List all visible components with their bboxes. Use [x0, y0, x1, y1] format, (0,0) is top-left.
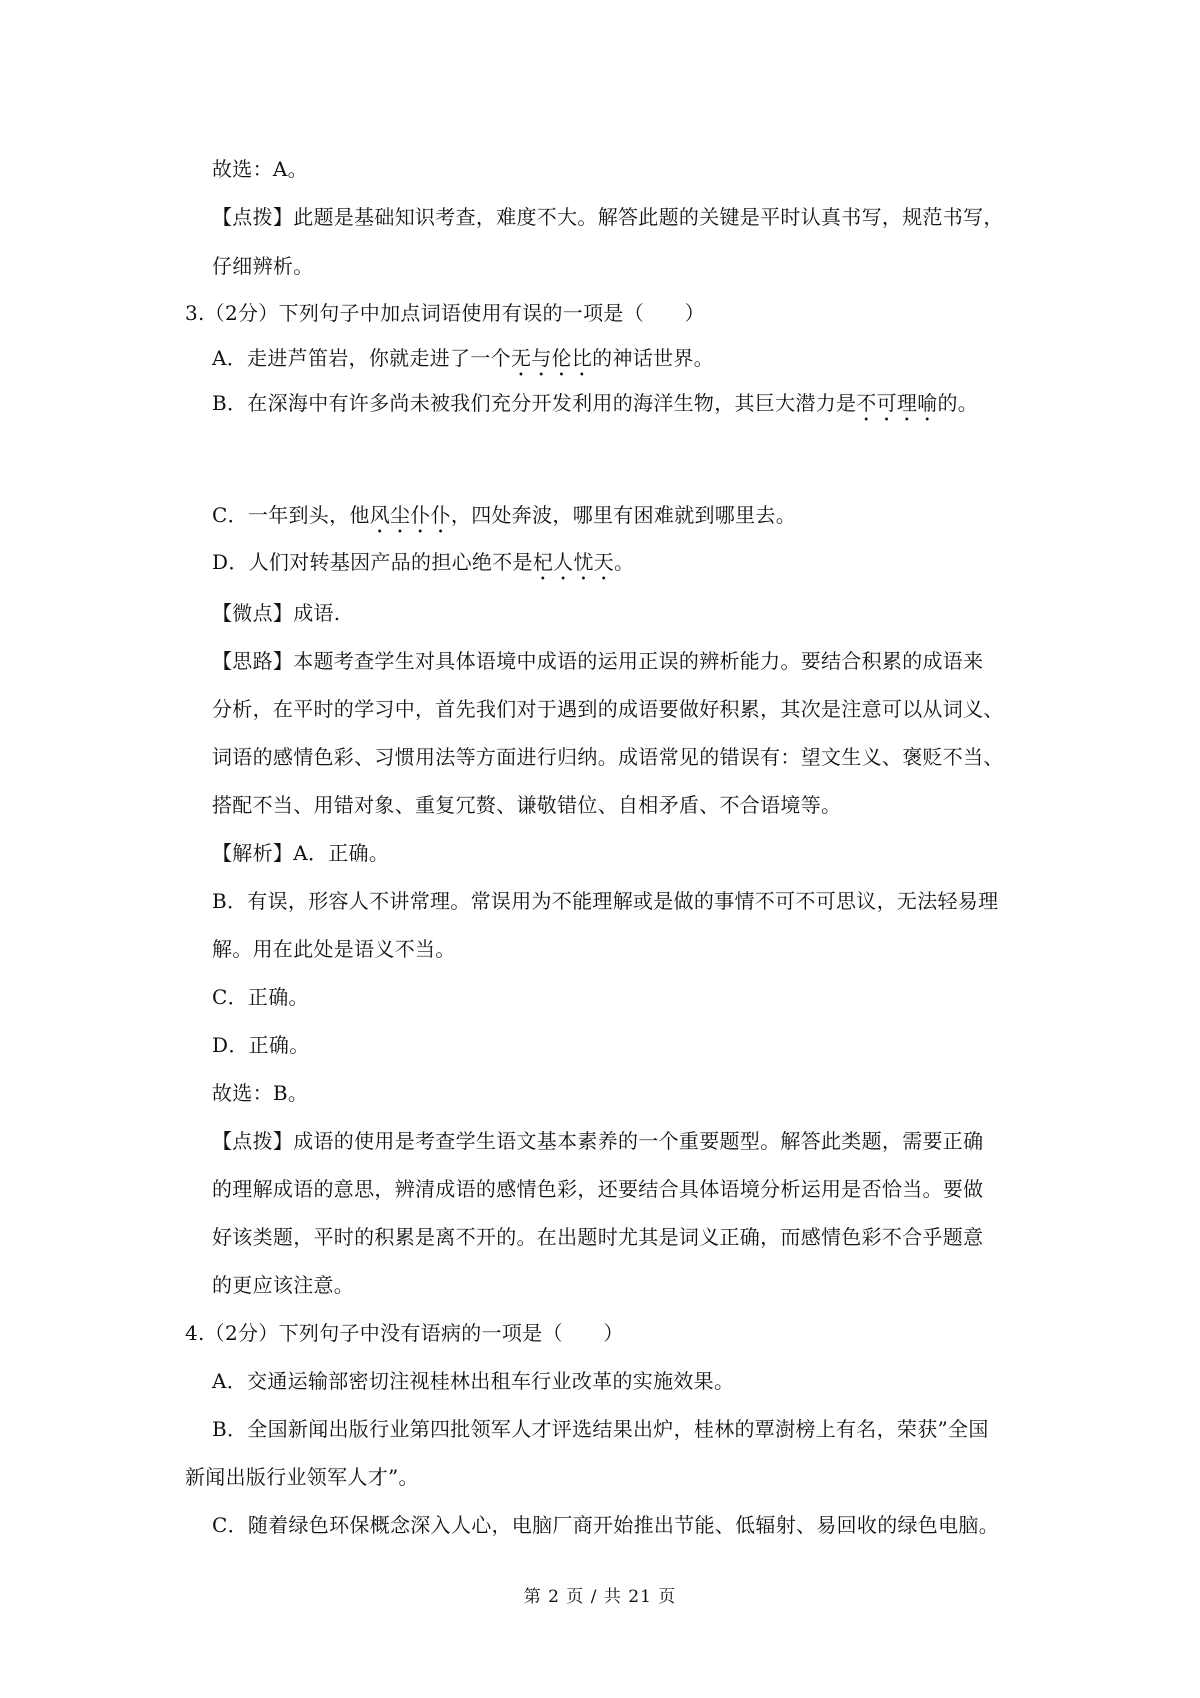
q2-tip-line: 【点拨】此题是基础知识考查，难度不大。解答此题的关键是平时认真书写，规范书写， [212, 205, 1004, 229]
option-text: D．人们对转基因产品的担心绝不是 [212, 550, 533, 574]
q3-jiexi-b: 解。用在此处是语义不当。 [212, 937, 456, 961]
option-text: 的。 [937, 391, 979, 415]
option-text: B．在深海中有许多尚未被我们充分开发利用的海洋生物，其巨大潜力是 [212, 391, 857, 415]
q3-silu-line: 搭配不当、用错对象、重复冗赘、谦敬错位、自相矛盾、不合语境等。 [212, 793, 842, 817]
q3-stem: 3.（2分）下列句子中加点词语使用有误的一项是（ ） [185, 301, 705, 325]
q3-weidian: 【微点】成语. [212, 601, 341, 625]
q3-option-d [212, 549, 634, 585]
option-text: 。 [614, 550, 635, 574]
option-text: A．走进芦笛岩，你就走进了一个 [212, 346, 511, 370]
q3-silu-line: 词语的感情色彩、习惯用法等方面进行归纳。成语常见的错误有：望文生义、褒贬不当、 [212, 745, 1004, 769]
dotted-idiom: 风尘仆仆 [369, 503, 451, 527]
q3-option-b [212, 390, 978, 426]
q3-tip-line: 的更应该注意。 [212, 1273, 355, 1297]
q3-jiexi-a: 【解析】A．正确。 [212, 841, 390, 865]
q2-tip-line: 仔细辨析。 [212, 254, 314, 278]
q3-tip-line: 的理解成语的意思，辨清成语的感情色彩，还要结合具体语境分析运用是否恰当。要做 [212, 1177, 984, 1201]
q3-jiexi-d: D．正确。 [212, 1033, 310, 1057]
q3-option-c [212, 502, 796, 538]
q4-stem: 4.（2分）下列句子中没有语病的一项是（ ） [185, 1321, 624, 1345]
q4-option-b: 新闻出版行业领军人才”。 [185, 1465, 419, 1489]
q3-jiexi-c: C．正确。 [212, 985, 309, 1009]
q3-tip-line: 【点拨】成语的使用是考查学生语文基本素养的一个重要题型。解答此类题，需要正确 [212, 1129, 984, 1153]
q3-answer: 故选：B。 [212, 1081, 309, 1105]
q4-option-a: A．交通运输部密切注视桂林出租车行业改革的实施效果。 [212, 1369, 735, 1393]
q4-option-c: C．随着绿色环保概念深入人心，电脑厂商开始推出节能、低辐射、易回收的绿色电脑。 [212, 1513, 1000, 1537]
q3-silu-line: 分析，在平时的学习中，首先我们对于遇到的成语要做好积累，其次是注意可以从词义、 [212, 697, 1004, 721]
option-text: 的神话世界。 [592, 346, 714, 370]
page-footer: 第 2 页 / 共 21 页 [523, 1587, 677, 1607]
option-text: C．一年到头，他 [212, 503, 370, 527]
option-text: ，四处奔波，哪里有困难就到哪里去。 [450, 503, 797, 527]
dotted-idiom: 杞人忧天 [532, 550, 615, 574]
q3-option-a [212, 345, 714, 381]
q3-tip-line: 好该类题，平时的积累是离不开的。在出题时尤其是词义正确，而感情色彩不合乎题意 [212, 1225, 984, 1249]
q3-silu-line: 【思路】本题考查学生对具体语境中成语的运用正误的辨析能力。要结合积累的成语来 [212, 649, 984, 673]
q4-option-b: B．全国新闻出版行业第四批领军人才评选结果出炉，桂林的覃澍榜上有名，荣获”全国 [212, 1417, 989, 1441]
dotted-idiom: 不可理喻 [856, 391, 938, 415]
q3-jiexi-b: B．有误，形容人不讲常理。常误用为不能理解或是做的事情不可不可思议，无法轻易理 [212, 889, 999, 913]
dotted-idiom: 无与伦比 [510, 346, 593, 370]
q2-answer: 故选：A。 [212, 157, 308, 181]
